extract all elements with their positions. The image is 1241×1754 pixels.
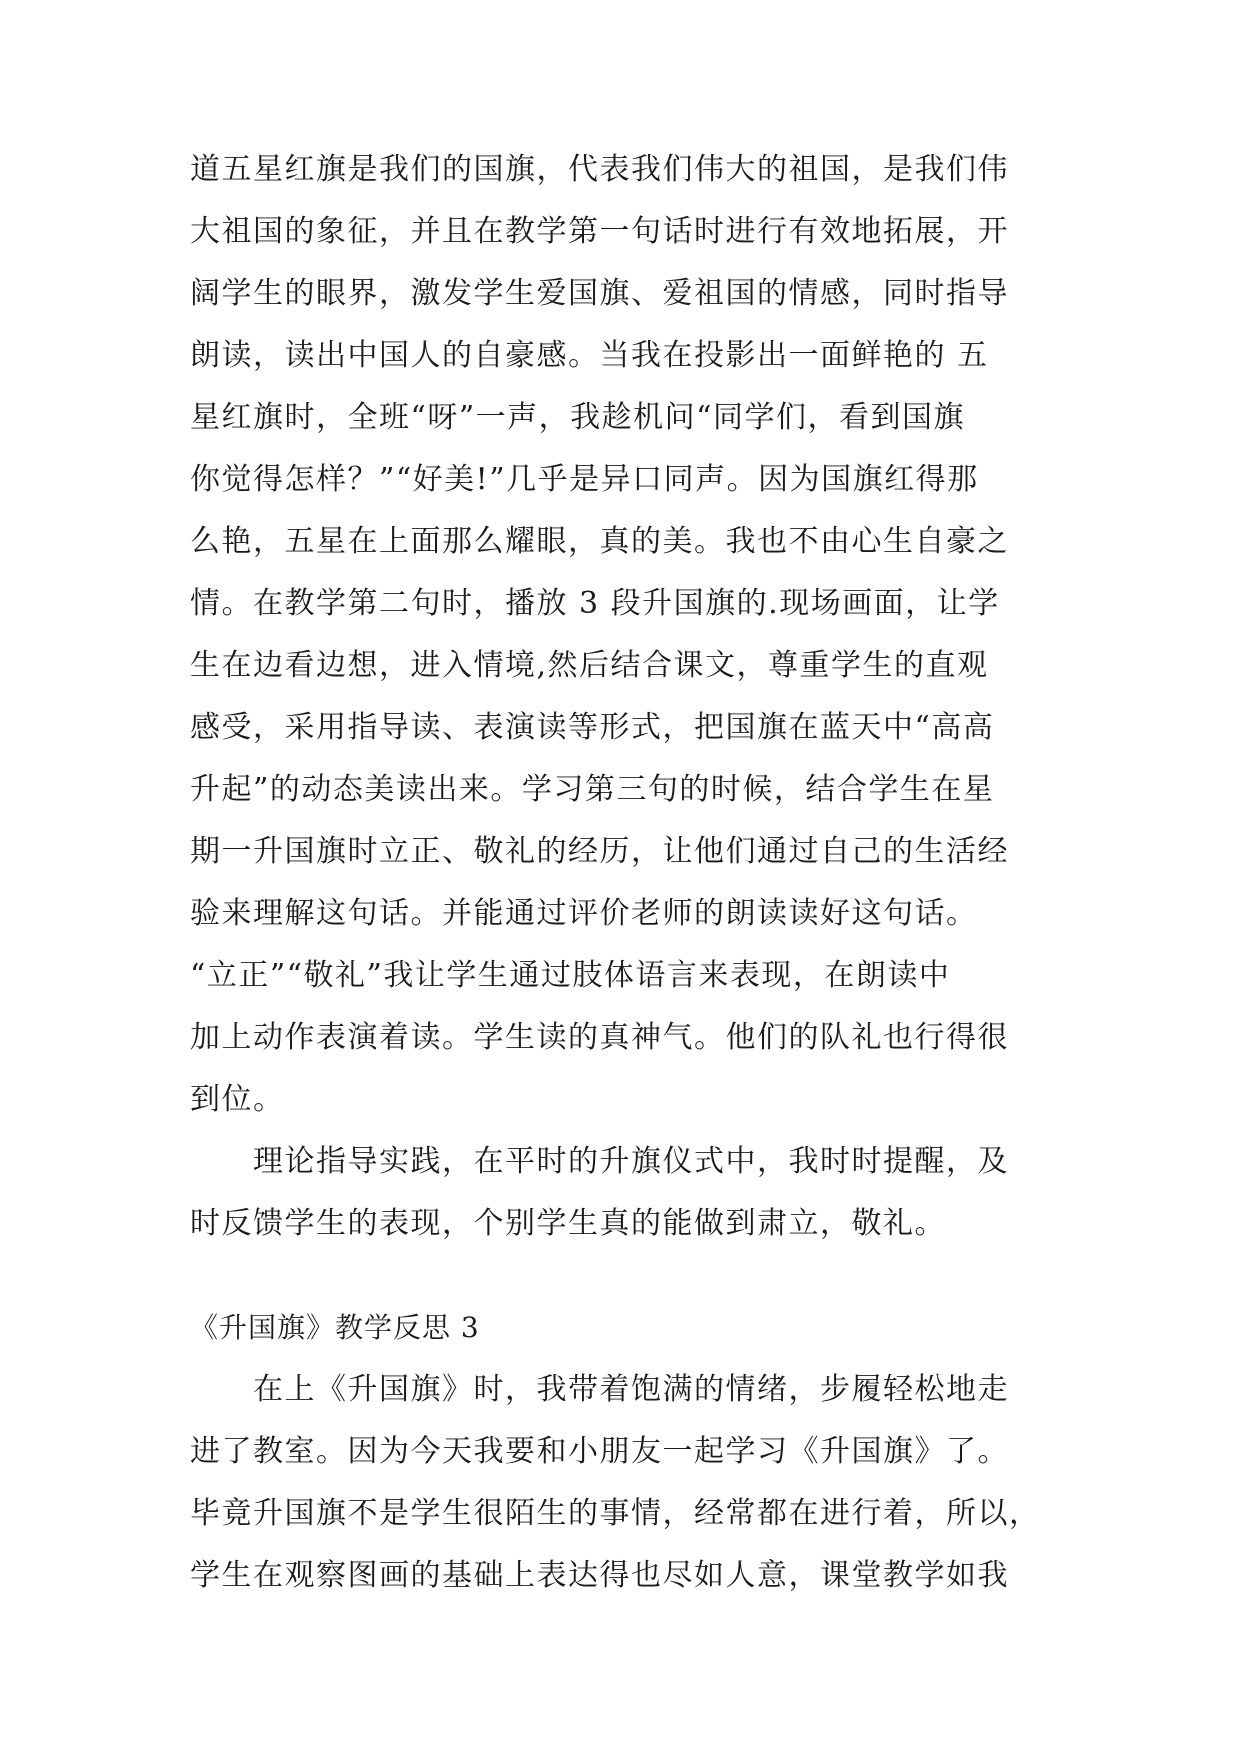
paragraph-line: 进了教室。因为今天我要和小朋友一起学习《升国旗》了。 [190, 1434, 1009, 1469]
paragraph-line: 你觉得怎样？”“好美!”几乎是异口同声。因为国旗红得那 [190, 462, 979, 497]
paragraph-line: 朗读，读出中国人的自豪感。当我在投影出一面鲜艳的 五 [190, 338, 989, 373]
paragraph-line: 学生在观察图画的基础上表达得也尽如人意，课堂教学如我 [190, 1558, 1009, 1593]
paragraph-line: 验来理解这句话。并能通过评价老师的朗读读好这句话。 [190, 896, 978, 931]
paragraph-line: 毕竟升国旗不是学生很陌生的事情，经常都在进行着，所以， [190, 1496, 1041, 1531]
paragraph-line: 道五星红旗是我们的国旗，代表我们伟大的祖国，是我们伟 [190, 152, 1009, 187]
paragraph-line: 感受，采用指导读、表演读等形式，把国旗在蓝天中“高高 [190, 710, 995, 745]
paragraph-line: 到位。 [190, 1082, 285, 1117]
paragraph-line: 时反馈学生的表现，个别学生真的能做到肃立，敬礼。 [190, 1206, 946, 1241]
paragraph-line: 情。在教学第二句时，播放 3 段升国旗的.现场画面，让学 [190, 586, 1000, 621]
paragraph-line: 大祖国的象征，并且在教学第一句话时进行有效地拓展，开 [190, 214, 1009, 249]
paragraph-line: 么艳，五星在上面那么耀眼，真的美。我也不由心生自豪之 [190, 524, 1009, 559]
paragraph-line: 加上动作表演着读。学生读的真神气。他们的队礼也行得很 [190, 1020, 1009, 1055]
paragraph-line: 阔学生的眼界，激发学生爱国旗、爱祖国的情感，同时指导 [190, 276, 1009, 311]
paragraph-line: 星红旗时，全班“呀”一声，我趁机问“同学们，看到国旗 [190, 400, 966, 435]
paragraph-line: 期一升国旗时立正、敬礼的经历，让他们通过自己的生活经 [190, 834, 1009, 869]
paragraph-line: 在上《升国旗》时，我带着饱满的情绪，步履轻松地走 [190, 1372, 1009, 1407]
paragraph-line: “立正”“敬礼”我让学生通过肢体语言来表现，在朗读中 [190, 958, 951, 993]
section-heading: 《升国旗》教学反思 3 [190, 1311, 480, 1344]
paragraph-line: 升起”的动态美读出来。学习第三句的时候，结合学生在星 [190, 772, 995, 807]
paragraph-line: 理论指导实践，在平时的升旗仪式中，我时时提醒，及 [190, 1144, 1009, 1179]
paragraph-line: 生在边看边想，进入情境,然后结合课文，尊重学生的直观 [190, 648, 989, 683]
